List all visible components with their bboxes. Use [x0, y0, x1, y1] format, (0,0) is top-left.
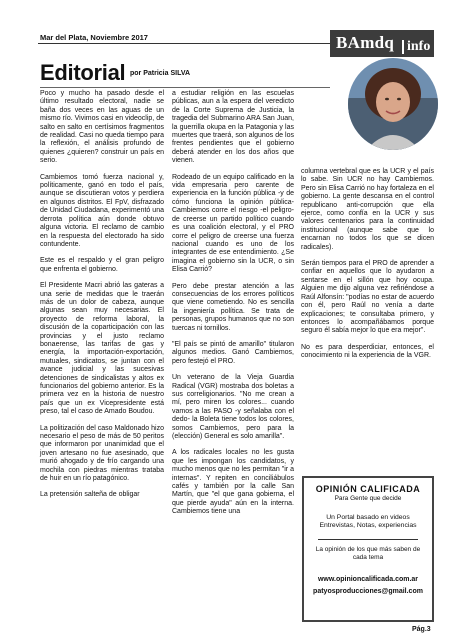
paragraph: Serán tiempos para el PRO de aprender a confiar en aquellos que lo ayudaron a sentarse en el sillón que hoy ocupa. Alguien me dijo alguna vez refiriéndose a Raúl Alfonsín: "podías no estar de acuerdo con él, pero Raúl no venía a darte explicaciones; te consultaba primero, y entonces lo acompañábamos porque seguro él sabía mejor lo que era mejor".: [301, 260, 434, 335]
paragraph: No es para desperdiciar, entonces, el conocimiento ni la experiencia de la VGR.: [301, 343, 434, 360]
paragraph: "El país se pintó de amarillo" titularon algunos medios. Ganó Cambiemos, pero festejó el PRO.: [172, 340, 294, 365]
paragraph: La politización del caso Maldonado hizo necesario el peso de más de 50 peritos que informaron por unanimidad que el joven artesano no fue asesinado, que murió ahogado y de frío cargando una mochila con piedras mientras trataba de huir en un río patagónico.: [40, 424, 164, 483]
paragraph: A los radicales locales no les gusta que les impongan los candidatos, y mucho menos que no les permitan "ir a internas". Y repiten en conciliábulos cafés y también por la calle San Martín, que "el que gana gobierna, el que pierde ayuda" aún en la interna. Cambiemos tiene una: [172, 449, 294, 516]
paragraph: Rodeado de un equipo calificado en la vida empresaria pero carente de experiencia en la función pública -y de cómo funciona la opinión pública- Cambiemos corre el riesgo -el peligro- de creerse un partido político cuando es una coalición electoral, y el PRO corre el peligro de creerse una fuerza nacional cuando es uno de los integrantes de ese entendimiento. ¿Se imagina el gobierno sin la UCR, o sin Elisa Carrió?: [172, 173, 294, 274]
paragraph: Este es el respaldo y el gran peligro que enfrenta el gobierno.: [40, 257, 164, 273]
article-column-3: [301, 168, 434, 369]
ad-title: OPINIÓN CALIFICADA: [315, 484, 421, 494]
article-title: Editorial: [40, 60, 126, 85]
paragraph: La pretensión salteña de obligar: [40, 491, 140, 499]
ad-divider: [318, 539, 418, 540]
header-divider: [38, 43, 330, 44]
paragraph: columna vertebral que es la UCR y el país lo sabe. Sin UCR no hay Cambiemos. Pero sin Elisa Carrió no hay fortaleza en el gobierno. La gente descansa en el control republicano anti-corrupción que ella ejerce, como confía en la UCR y sus valores centenarios para la continuidad institucional (aunque sabe que lo encarnan no todos los que se dicen radicales).: [301, 168, 434, 251]
article-author: por Patricia SILVA: [130, 70, 191, 77]
title-divider: [40, 87, 330, 88]
page-number: Pág.3: [412, 626, 431, 633]
paragraph: El Presidente Macri abrió las gateras a una serie de medidas que le traerán más de un dolor de cabeza, aunque algunas sean muy necesarias. El proyecto de reforma laboral, la discusión de la coparticipación con las provincias y el justo reclamo bonaerense, las tarifas de gas y energía, la importación-exportación, mutuales, sindicatos, se juntan con el avance judicial y las sucesivas detenciones de sindicalistas y altos ex funcionarios del gobierno anterior. Es la primera vez en la historia de nuestro país que un ex Vicepresidente está preso, tal el caso de Amado Boudou.: [40, 282, 164, 416]
ad-website-link[interactable]: www.opinioncalificada.com.ar: [317, 575, 419, 583]
author-photo: [348, 58, 438, 150]
ad-subtitle: Para Gente que decide: [334, 495, 402, 502]
ad-email-link[interactable]: patyosproducciones@gmail.com: [313, 587, 423, 595]
brand-logo: BAmdq: [336, 33, 395, 52]
brand-logo-sub: info: [402, 40, 430, 54]
article-column-1: [40, 90, 164, 508]
advertisement-box: [302, 476, 434, 622]
paragraph: Poco y mucho ha pasado desde el último resultado electoral, nadie se baña dos veces en las aguas de un mismo río. Vivimos casi en videoclip, de salto en salto en certísimos fragmentos de realidad. Casi no queda tiempo para la reflexión, el análisis profundo de quienes ¿quieren? construir un país en serio.: [40, 90, 164, 165]
paragraph: Cambiemos tomó fuerza nacional y, políticamente, ganó en todo el país, aunque se discutieran votos y perdiera en algunos distritos. El FpV, disfrazado de Unidad Ciudadana, experimentó una derrota política aún donde obtuvo alguna victoria. El reclamo de cambio en la respuesta del electorado ha sido contundente.: [40, 173, 164, 248]
article-column-2: [172, 90, 294, 525]
ad-quote: La opinión de los que más saben de cada tema: [315, 545, 421, 561]
ad-description: Un Portal basado en videos Entrevistas, Notas, experiencias: [319, 514, 417, 530]
paragraph: Pero debe prestar atención a las consecuencias de los errores políticos que viene cometiendo. No es sencilla la ingeniería política. Se trata de personas, grupos humanos que no son tuercas ni tornillos.: [172, 282, 294, 332]
paragraph: Un veterano de la Vieja Guardia Radical (VGR) mostraba dos boletas a sus correligionarios. "No me crean a mí, pero miren los colores... cuando vamos a las PASO -y señalaba con el dedo- la Boleta tiene todos los colores, somos Cambiemos, pero para la (elección) General es solo amarilla".: [172, 374, 294, 441]
issue-date: Mar del Plata, Noviembre 2017: [40, 33, 148, 42]
paragraph: a estudiar religión en las escuelas públicas, aun a la espera del veredicto de la Corte Suprema de Justicia, la tragedia del Submarino ARA San Juan, la guerrilla okupa en la Patagonia y las muertes que traerá, son algunos de los frentes pendientes que el gobierno deberá atender en los dos años que vienen.: [172, 90, 294, 165]
